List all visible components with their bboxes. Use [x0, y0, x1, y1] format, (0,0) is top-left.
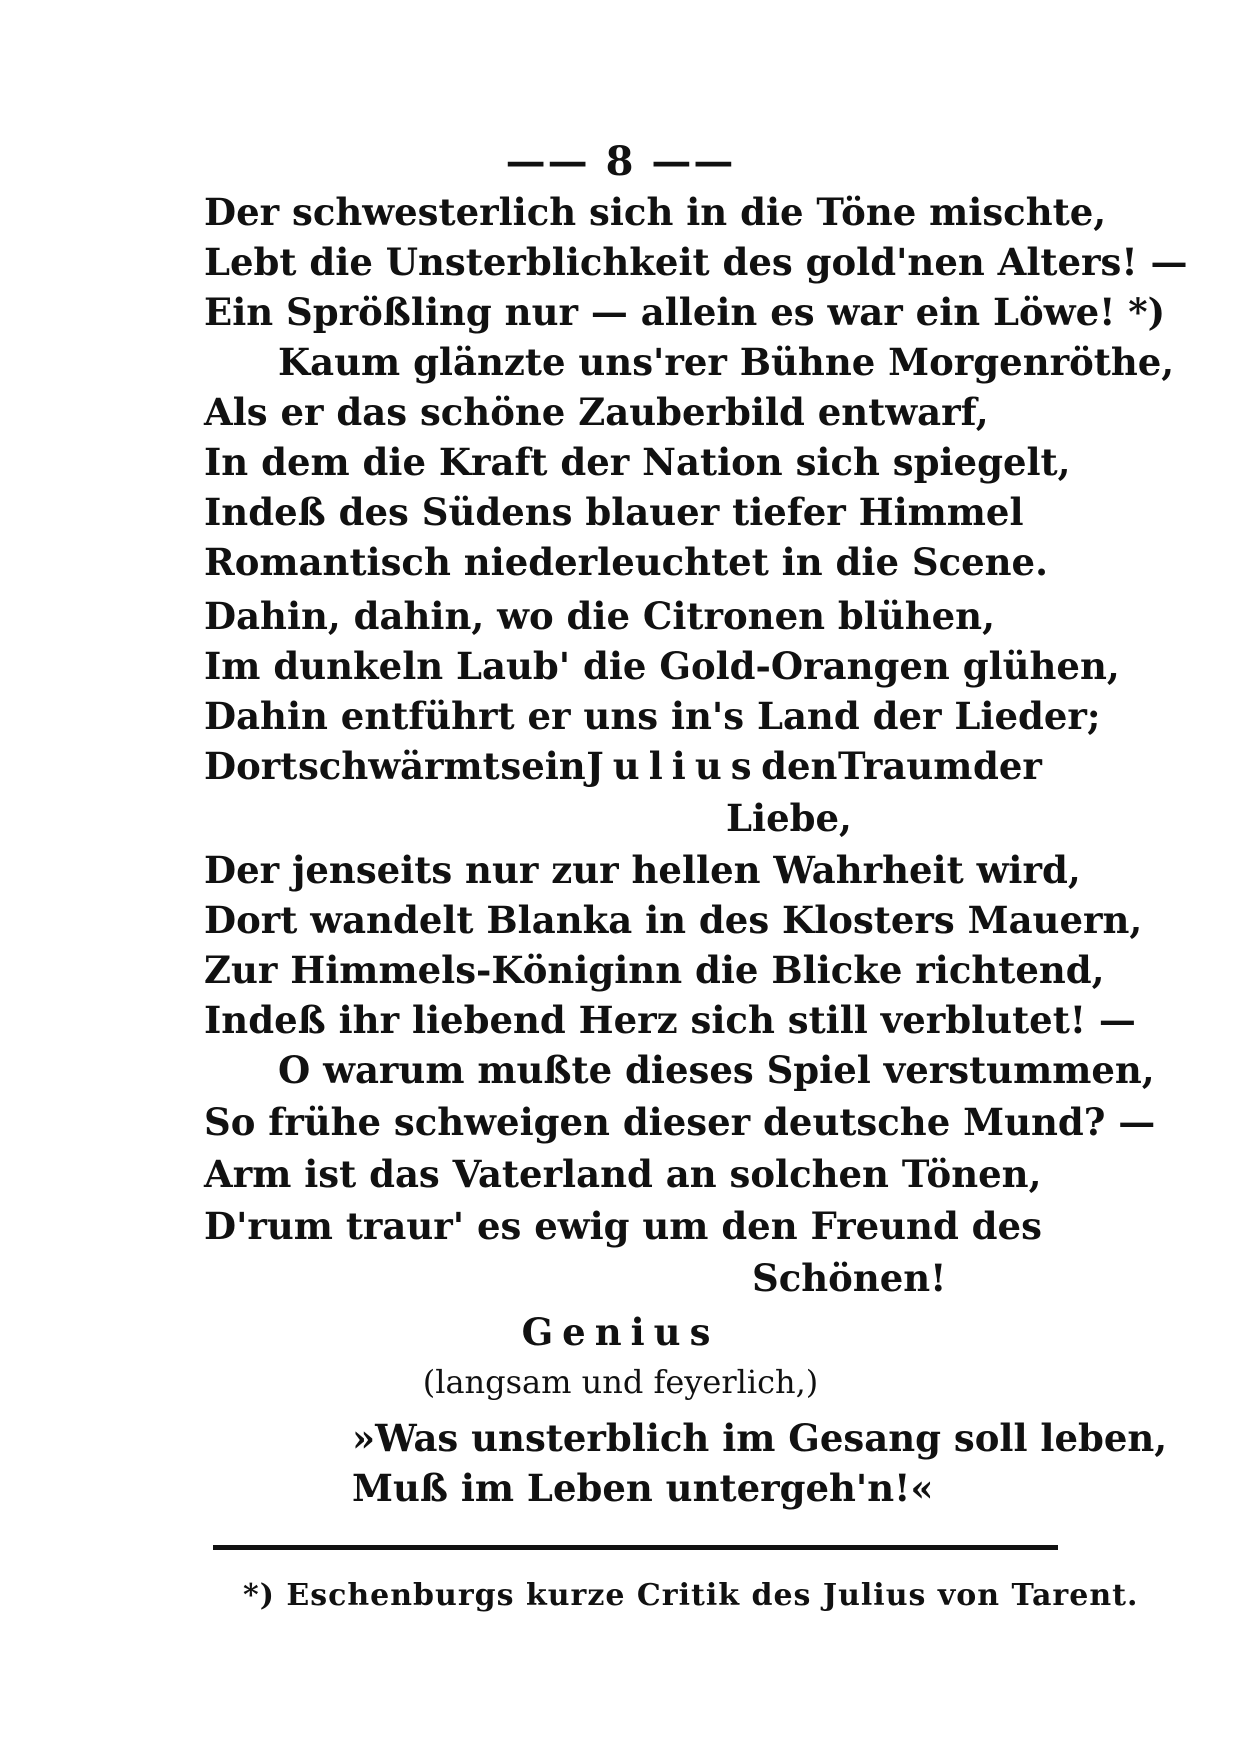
- verse-word: traur': [345, 1204, 465, 1248]
- verse-line: Indeß des Südens blauer tiefer Himmel: [204, 490, 1024, 534]
- quote-line: »Was unsterblich im Gesang soll leben,: [352, 1416, 1168, 1460]
- verse-word: es: [476, 1204, 522, 1248]
- verse-line: So frühe schweigen dieser deutsche Mund? —: [204, 1100, 1156, 1144]
- verse-line: Der jenseits nur zur hellen Wahrheit wird,: [204, 848, 1081, 892]
- footnote: *) Eschenburgs kurze Critik des Julius von Tarent.: [243, 1578, 1139, 1613]
- verse-word: den: [721, 1204, 798, 1248]
- verse-word: der: [973, 744, 1042, 788]
- verse-line: Ein Sprößling nur — allein es war ein Löwe! *): [204, 290, 1166, 334]
- verse-word: schwärmt: [297, 744, 500, 788]
- footnote-divider: [213, 1545, 1058, 1550]
- verse-word: des: [971, 1204, 1042, 1248]
- verse-line-continuation: Liebe,: [726, 796, 852, 840]
- verse-word: Freund: [810, 1204, 959, 1248]
- verse-word: sein: [500, 744, 586, 788]
- page-number: —— 8 ——: [505, 138, 736, 185]
- verse-line-justified: [204, 742, 1042, 790]
- verse-line-justified: [204, 1202, 1042, 1250]
- verse-line: Romantisch niederleuchtet in die Scene.: [204, 540, 1048, 584]
- verse-line-continuation: Schönen!: [752, 1256, 947, 1300]
- verse-line: In dem die Kraft der Nation sich spiegelt,: [204, 440, 1071, 484]
- verse-word: D'rum: [204, 1204, 333, 1248]
- verse-line: Dahin, dahin, wo die Citronen blühen,: [204, 594, 995, 638]
- verse-word: den: [761, 744, 838, 788]
- verse-word: um: [642, 1204, 709, 1248]
- verse-line-indented: Kaum glänzte uns'rer Bühne Morgenröthe,: [278, 340, 1175, 384]
- verse-word: Traum: [838, 744, 973, 788]
- verse-line: Arm ist das Vaterland an solchen Tönen,: [204, 1152, 1042, 1196]
- verse-line: Lebt die Unsterblichkeit des gold'nen Alters! —: [204, 240, 1188, 284]
- verse-line: Als er das schöne Zauberbild entwarf,: [204, 390, 989, 434]
- verse-line: Zur Himmels-Königinn die Blicke richtend,: [204, 948, 1105, 992]
- verse-word: ewig: [534, 1204, 630, 1248]
- verse-line: Dort wandelt Blanka in des Klosters Mauern,: [204, 898, 1143, 942]
- verse-line: Der schwesterlich sich in die Töne mischte,: [204, 190, 1107, 234]
- verse-word: Dort: [204, 744, 298, 788]
- speaker-name: Genius: [521, 1310, 720, 1354]
- quote-line: Muß im Leben untergeh'n!«: [352, 1466, 934, 1510]
- verse-line: Im dunkeln Laub' die Gold-Orangen glühen,: [204, 644, 1120, 688]
- stage-direction: (langsam und feyerlich,): [422, 1363, 819, 1401]
- verse-word-emphasized: Julius: [586, 744, 761, 788]
- verse-line: Dahin entführt er uns in's Land der Lieder;: [204, 694, 1101, 738]
- verse-line: Indeß ihr liebend Herz sich still verblutet! —: [204, 998, 1136, 1042]
- verse-line-indented: O warum mußte dieses Spiel verstummen,: [278, 1048, 1155, 1092]
